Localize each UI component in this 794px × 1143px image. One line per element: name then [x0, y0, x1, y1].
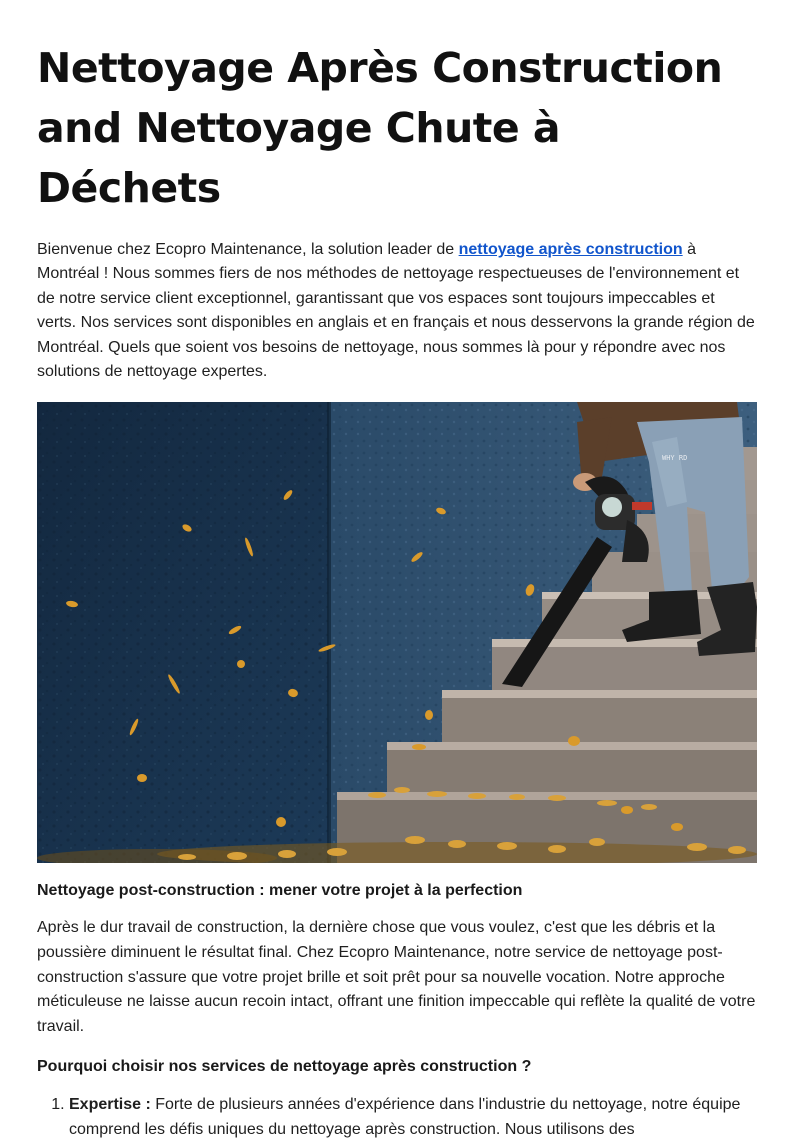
section-heading-why-choose: Pourquoi choisir nos services de nettoyage après construction ?: [37, 1058, 532, 1076]
page-title: [37, 38, 757, 218]
page-title-line-1: Nettoyage Après Construction: [37, 44, 723, 92]
list-item: [69, 1093, 757, 1142]
intro-text-after-link: à Montréal ! Nous sommes fiers de nos méthodes de nettoyage respectueuses de l'environnement et de notre service client exceptionnel, garantissant que vos espaces sont toujours impeccables et verts. Nos services sont disponibles en anglais et en français et nous desservons la grande région de Montréal. Quels que soient vos besoins de nettoyage, nous sommes là pour y répondre avec nos solutions de nettoyage expertes.: [37, 241, 755, 381]
article: [37, 38, 757, 1143]
list-item-label: Expertise :: [69, 1096, 151, 1114]
intro-paragraph: [37, 238, 757, 384]
jeans-label: WHY RD: [662, 454, 688, 463]
page-title-line-2: and Nettoyage Chute à Déchets: [37, 104, 561, 212]
intro-text-before-link: Bienvenue chez Ecopro Maintenance, la solution leader de: [37, 241, 459, 258]
section-heading-post-construction: Nettoyage post-construction : mener votre projet à la perfection: [37, 882, 523, 900]
hero-image: [37, 402, 757, 863]
section-body-post-construction: Après le dur travail de construction, la dernière chose que vous voulez, c'est que les débris et la poussière diminuent le résultat final. Chez Ecopro Maintenance, notre service de nettoyage post-construction s'assure que votre projet brille et soit prêt pour sa nouvelle vocation. Notre approche méticuleuse ne laisse aucun recoin intact, offrant une finition impeccable qui reflète la qualité de votre travail.: [37, 919, 756, 1035]
post-construction-cleaning-link[interactable]: nettoyage après construction: [458, 241, 683, 258]
list-item-text: Forte de plusieurs années d'expérience dans l'industrie du nettoyage, notre équipe comprend les défis uniques du nettoyage après construction. Nous utilisons des: [69, 1096, 741, 1138]
reasons-list: [37, 1093, 757, 1142]
